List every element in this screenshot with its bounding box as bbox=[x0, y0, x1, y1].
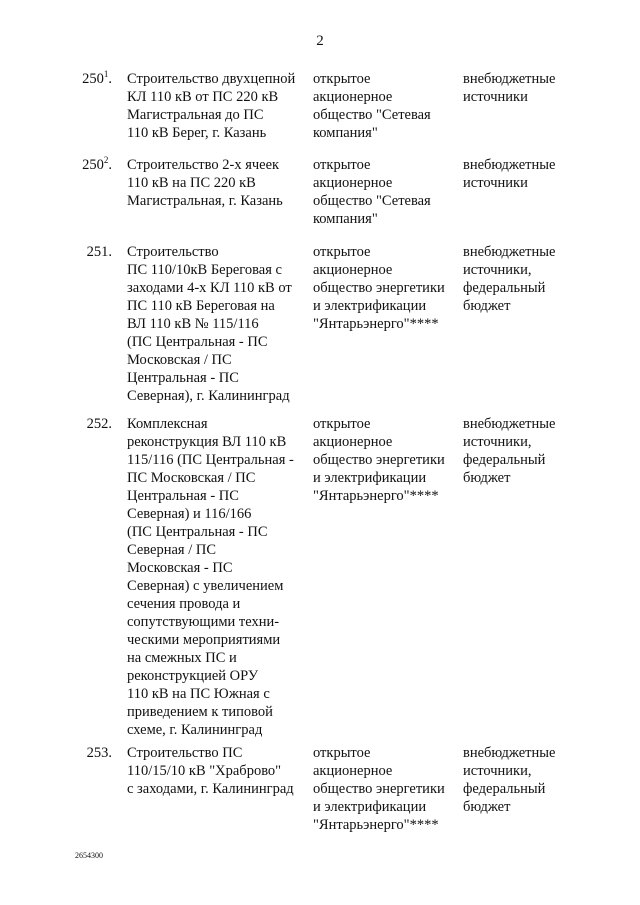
item-description: Строительство ПС 110/10кВ Береговая с заходами 4-х КЛ 110 кВ от ПС 110 кВ Береговая на ВЛ 110 кВ № 115/116 (ПС Центральная - ПС Московская / ПС Центральная - ПС Северная), г. Калининград bbox=[127, 244, 292, 404]
item-organization: открытое акционерное общество энергетики и электрификации "Янтарьэнерго"**** bbox=[313, 416, 445, 504]
item-number: $250^1$. bbox=[82, 69, 112, 87]
item-description: Строительство 2-х ячеек 110 кВ на ПС 220 кВ Магистральная, г. Казань bbox=[127, 157, 283, 209]
item-number: 252. bbox=[86, 416, 112, 432]
item-funding-source: внебюджетные источники, федеральный бюджет bbox=[463, 416, 556, 486]
item-number: $250^2$. bbox=[82, 155, 112, 173]
document-code: 2654300 bbox=[75, 851, 103, 860]
item-number: 253. bbox=[86, 745, 112, 761]
item-organization: открытое акционерное общество энергетики и электрификации "Янтарьэнерго"**** bbox=[313, 244, 445, 332]
item-description: Строительство ПС 110/15/10 кВ "Храброво" с заходами, г. Калининград bbox=[127, 745, 294, 797]
item-funding-source: внебюджетные источники bbox=[463, 157, 556, 191]
item-organization: открытое акционерное общество "Сетевая компания" bbox=[313, 157, 431, 227]
item-organization: открытое акционерное общество энергетики и электрификации "Янтарьэнерго"**** bbox=[313, 745, 445, 833]
item-organization: открытое акционерное общество "Сетевая компания" bbox=[313, 71, 431, 141]
item-description: Комплексная реконструкция ВЛ 110 кВ 115/116 (ПС Центральная - ПС Московская / ПС Центральная - ПС Северная) и 116/166 (ПС Центральная - ПС Северная / ПС Московская - ПС Северная) с увеличением сечения провода и сопутствующими техни- ческими мероприятиями на смежных ПС и реконструкцией ОРУ 110 кВ на ПС Южная с приведением к типовой схеме, г. Калининград bbox=[127, 416, 294, 738]
item-funding-source: внебюджетные источники bbox=[463, 71, 556, 105]
item-description: Строительство двухцепной КЛ 110 кВ от ПС 220 кВ Магистральная до ПС 110 кВ Берег, г. Казань bbox=[127, 71, 296, 141]
item-number: 251. bbox=[86, 244, 112, 260]
item-funding-source: внебюджетные источники, федеральный бюджет bbox=[463, 745, 556, 815]
page-number: 2 bbox=[316, 33, 324, 49]
item-funding-source: внебюджетные источники, федеральный бюджет bbox=[463, 244, 556, 314]
